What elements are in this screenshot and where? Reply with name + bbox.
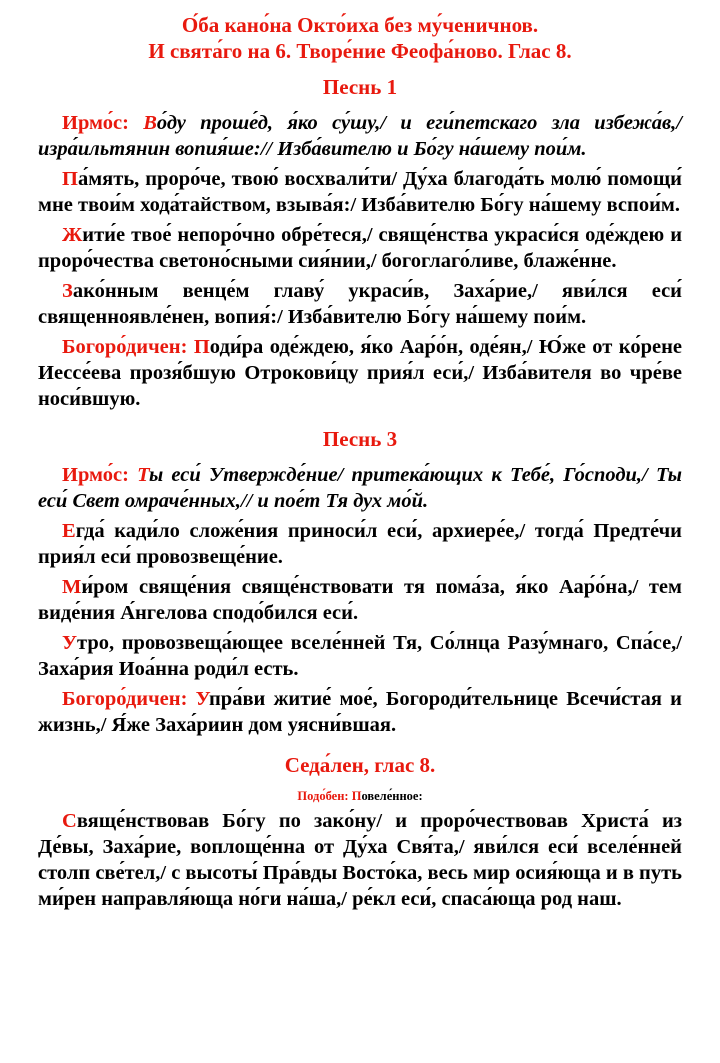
- theotokion-text: оди́ра оде́ждею, я́ко Аар́о́н, оде́ян,/ Ю́же от ко́рене Иессе́ева прозя́бшую Отрокови́цу прия́л еси́,/ Изба́вителя во чре́ве носи́вшую.: [38, 336, 682, 410]
- troparion-text: и́ром свяще́ния свяще́нствовати тя пома́за, я́ко Аар́о́на,/ тем виде́ния А́нгелова сподо́бился еси́.: [38, 576, 682, 624]
- troparion-text: ако́нным венце́м главу́ украси́в, Заха́рие,/ яви́лся еси́ священноявле́нен, вопия́:/ Изба́вителю Бо́гу на́шему пои́м.: [38, 280, 682, 328]
- troparion-text: ити́е твое́ непоро́чно обре́теся,/ свяще́нства украси́ся оде́ждею и проро́чества светоно́сными сия́нии,/ богоглаго́ливе, блаже́нне.: [38, 224, 682, 272]
- podoben-label: Подо́бен:: [297, 789, 352, 803]
- troparion-initial: М: [62, 576, 82, 598]
- irmos-initial: В: [143, 112, 157, 134]
- troparion-initial: Ж: [62, 224, 83, 246]
- sedalen-body: вяще́нствовав Бо́гу по зако́ну/ и проро́чествовав Христа́ из Де́вы, Заха́рие, воплоще́нна от Ду́ха Свя́та,/ яви́лся еси́ вселе́нней столп све́тел,/ с высоты́ Пра́вды Восто́ка, весь мир осия́юща и в путь ми́рен направля́юща но́ги на́ша,/ ре́кл еси́, спаса́юща род наш.: [38, 810, 682, 910]
- song-1-theotokion: [38, 334, 682, 412]
- song-3-troparion-2: [38, 574, 682, 626]
- theotokion-text: пра́ви житие́ мое́, Богороди́тельнице Всечи́стая и жизнь,/ Я́же Заха́риин дом уясни́вшая.: [38, 688, 682, 736]
- troparion-initial: З: [62, 280, 73, 302]
- song-1-irmos: [38, 110, 682, 162]
- theotokion-label: Богоро́дичен:: [62, 336, 194, 358]
- theotokion-initial: У: [195, 688, 209, 710]
- podoben-initial: П: [351, 789, 362, 803]
- document-title-line-1: О́ба кано́на Окто́иха без му́ченичнов.: [181, 13, 539, 37]
- document-title-line-2: И свята́го на 6. Творе́ние Феофа́ново. Глас 8.: [148, 39, 572, 63]
- song-1-troparion-3: [38, 278, 682, 330]
- podoben-line: [38, 788, 682, 804]
- sedalen-initial: С: [62, 810, 77, 832]
- theotokion-initial: П: [193, 336, 210, 358]
- troparion-initial: У: [62, 632, 78, 654]
- troparion-text: гда́ кади́ло сложе́ния приноси́л еси́, архиере́е,/ тогда́ Предте́чи прия́л еси́ провозвеще́ние.: [38, 520, 682, 568]
- troparion-initial: П: [62, 168, 78, 190]
- sedalen-text: [38, 808, 682, 912]
- irmos-text: о́ду проше́д, я́ко су́шу,/ и еги́петскаго зла избежа́в,/ изра́ильтянин вопия́ше:// Изба́вителю и Бо́гу на́шему пои́м.: [38, 112, 683, 160]
- song-1-heading: Песнь 1: [322, 75, 398, 99]
- song-3-troparion-3: [38, 630, 682, 682]
- song-1-troparion-1: [38, 166, 682, 218]
- sedalen-heading: Седа́лен, глас 8.: [284, 753, 436, 777]
- irmos-label: Ирмо́с:: [62, 112, 144, 134]
- irmos-text: ы еси́ Утвержде́ние/ притека́ющих к Тебе́, Го́споди,/ Ты еси́ Свет омраче́нных,// и пое́т Тя дух мо́й.: [38, 464, 682, 512]
- irmos-initial: Т: [137, 464, 149, 486]
- troparion-text: тро, провозвеща́ющее вселе́нней Тя, Со́лнца Разу́мнаго, Спа́се,/ Заха́рия Иоа́нна роди́л есть.: [38, 632, 682, 680]
- troparion-text: а́мять, проро́че, твою́ восхвали́ти/ Ду́ха благода́ть молю́ помощи́ мне твои́м хода́тайством, взыва́я:/ Изба́вителю Бо́гу на́шему вспои́м.: [38, 168, 682, 216]
- theotokion-label: Богоро́дичен:: [62, 688, 196, 710]
- troparion-initial: Е: [62, 520, 76, 542]
- song-3-heading: Песнь 3: [322, 427, 398, 451]
- song-3-irmos: [38, 462, 682, 514]
- song-3-theotokion: [38, 686, 682, 738]
- podoben-text: овеле́нное:: [361, 789, 423, 803]
- song-3-troparion-1: [38, 518, 682, 570]
- song-1-troparion-2: [38, 222, 682, 274]
- irmos-label: Ирмо́с:: [62, 464, 138, 486]
